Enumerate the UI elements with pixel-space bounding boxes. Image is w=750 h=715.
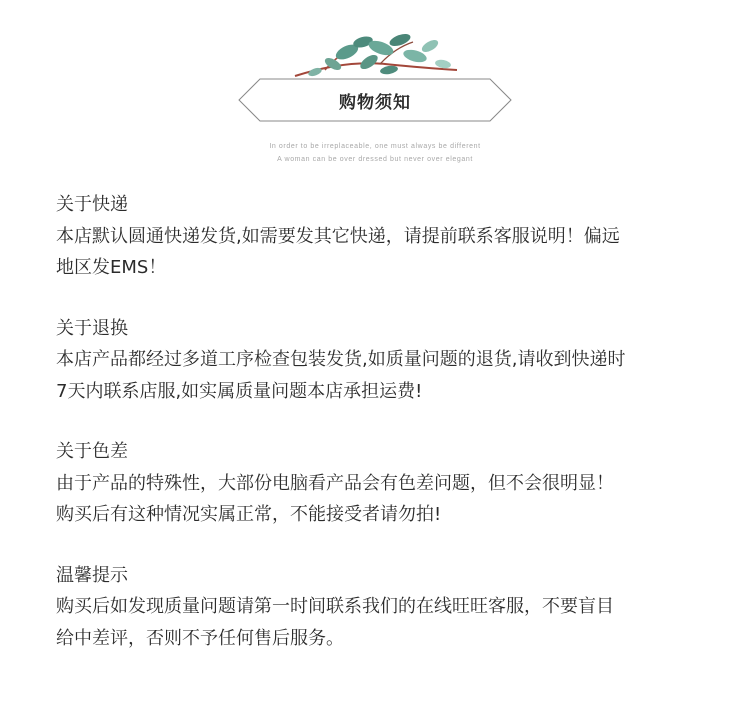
section-returns <box>56 313 716 408</box>
section-heading: 温馨提示 <box>56 564 128 586</box>
section-text: 购买后如发现质量问题请第一时间联系我们的在线旺旺客服，不要盲目 <box>56 596 614 617</box>
section-color-difference <box>56 436 716 531</box>
section-text: 购买后有这种情况实属正常，不能接受者请勿拍! <box>56 504 442 525</box>
section-text: 给中差评，否则不予任何售后服务。 <box>56 627 344 649</box>
section-heading: 关于色差 <box>56 441 128 462</box>
header-banner <box>0 0 750 175</box>
section-text: 由于产品的特殊性，大部份电脑看产品会有色差问题，但不会很明显！ <box>56 472 614 494</box>
section-text: 本店默认圆通快递发货,如需要发其它快递，请提前联系客服说明！偏远 <box>56 225 620 247</box>
eucalyptus-leaves-icon <box>285 30 465 80</box>
notice-content <box>56 189 716 683</box>
title-frame <box>238 78 512 122</box>
section-express <box>56 189 716 284</box>
section-heading: 关于退换 <box>56 317 128 339</box>
page-title: 购物须知 <box>339 92 411 113</box>
section-heading: 关于快递 <box>56 194 128 215</box>
section-text: 地区发EMS！ <box>56 257 167 278</box>
section-kind-reminder <box>56 560 716 655</box>
section-text: 本店产品都经过多道工序检查包装发货,如质量问题的退货,请收到快递时 <box>56 349 626 370</box>
section-text: 7天内联系店服,如实属质量问题本店承担运费! <box>56 380 423 402</box>
subtitle-line-1: In order to be irreplaceable, one must always be different <box>269 143 481 150</box>
subtitle-line-2: A woman can be over dressed but never over elegant <box>277 156 473 163</box>
